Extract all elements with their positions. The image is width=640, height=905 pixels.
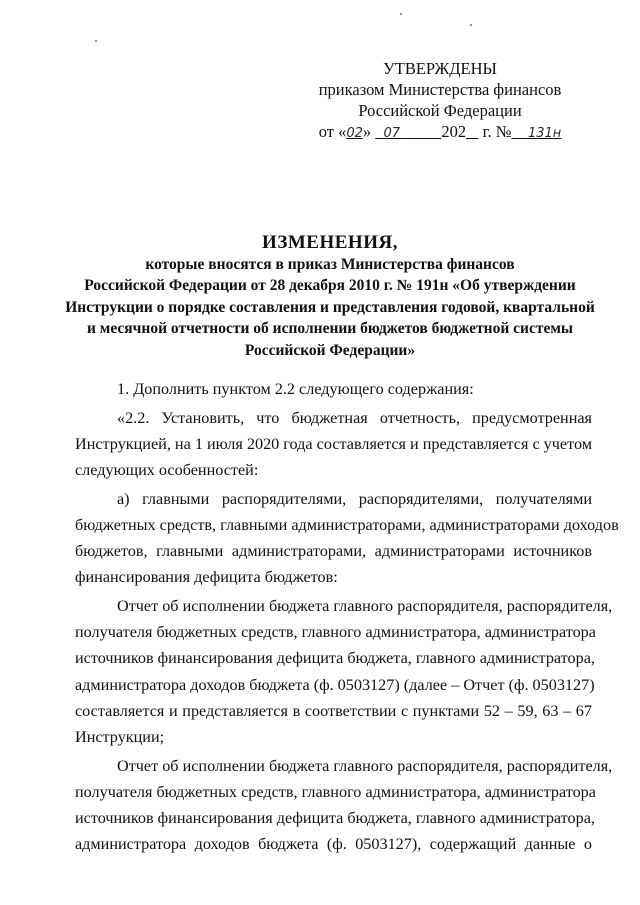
date-mid: » — [362, 122, 372, 141]
date-day: 02 — [346, 126, 363, 141]
approval-heading: УТВЕРЖДЕНЫ — [383, 59, 497, 78]
title-line: Инструкции о порядке составления и представления годовой, квартальной — [65, 298, 595, 316]
body-line: Отчет об исполнении бюджета главного распорядителя, распорядителя, — [117, 597, 613, 615]
body-line: «2.2. Установить, что бюджетная отчетность, предусмотренная — [117, 408, 592, 427]
body-line: следующих особенностей: — [75, 461, 259, 480]
year-prefix: 202 — [441, 122, 467, 141]
order-number: 131н — [527, 126, 562, 141]
body-line: Инструкции; — [75, 727, 165, 746]
approval-line-1: приказом Министерства финансов — [318, 80, 562, 99]
body-line: финансирования дефицита бюджетов: — [75, 568, 338, 587]
document-title — [60, 232, 600, 361]
date-day-field — [346, 122, 363, 141]
body-line: бюджетов, главными администраторами, администраторами источников — [75, 542, 592, 561]
body-line: 1. Дополнить пунктом 2.2 следующего содержания: — [117, 380, 474, 398]
title-line: и месячной отчетности об исполнении бюджетов бюджетной системы — [86, 320, 574, 337]
body-line: бюджетных средств, главными администраторами, администраторами доходов — [75, 515, 619, 534]
order-number-field — [511, 122, 561, 141]
scan-speck — [400, 13, 402, 15]
year-suffix: г. № — [482, 122, 512, 141]
body-line: получателя бюджетных средств, главного администратора, администратора — [75, 623, 596, 642]
title-line: которые вносятся в приказ Министерства финансов — [145, 255, 515, 273]
date-prefix: от « — [318, 122, 347, 141]
scan-speck — [470, 24, 472, 26]
scan-speck — [95, 40, 97, 42]
body-line: получателя бюджетных средств, главного администратора, администратора — [75, 782, 596, 801]
date-month-field — [375, 122, 441, 141]
body-line: составляется и представляется в соответствии с пунктами 52 – 59, 63 – 67 — [75, 701, 592, 720]
body-line: источников финансирования дефицита бюджета, главного администратора, — [75, 649, 595, 668]
date-month: 07 — [383, 126, 401, 141]
year-blank — [466, 122, 478, 141]
document-body — [75, 376, 619, 857]
approval-line-2: Российской Федерации — [358, 101, 522, 120]
body-line: Отчет об исполнении бюджета главного распорядителя, распорядителя, — [117, 756, 613, 775]
approval-stamp — [300, 58, 580, 144]
title-line: Российской Федерации от 28 декабря 2010 г. № 191н «Об утверждении — [84, 277, 576, 294]
body-line: а) главными распорядителями, распорядителями, получателями — [117, 489, 592, 508]
body-line: источников финансирования дефицита бюджета, главного администратора, — [75, 809, 595, 827]
body-line: администратора доходов бюджета (ф. 0503127), содержащий данные о — [75, 835, 592, 854]
body-line: Инструкцией, на 1 июля 2020 года составляется и представляется с учетом — [75, 434, 592, 453]
body-line: администратора доходов бюджета (ф. 0503127) (далее – Отчет (ф. 0503127) — [75, 675, 595, 694]
title-line: Российской Федерации» — [244, 341, 416, 359]
approval-date-line — [300, 121, 580, 144]
title-heading: ИЗМЕНЕНИЯ, — [262, 232, 398, 253]
